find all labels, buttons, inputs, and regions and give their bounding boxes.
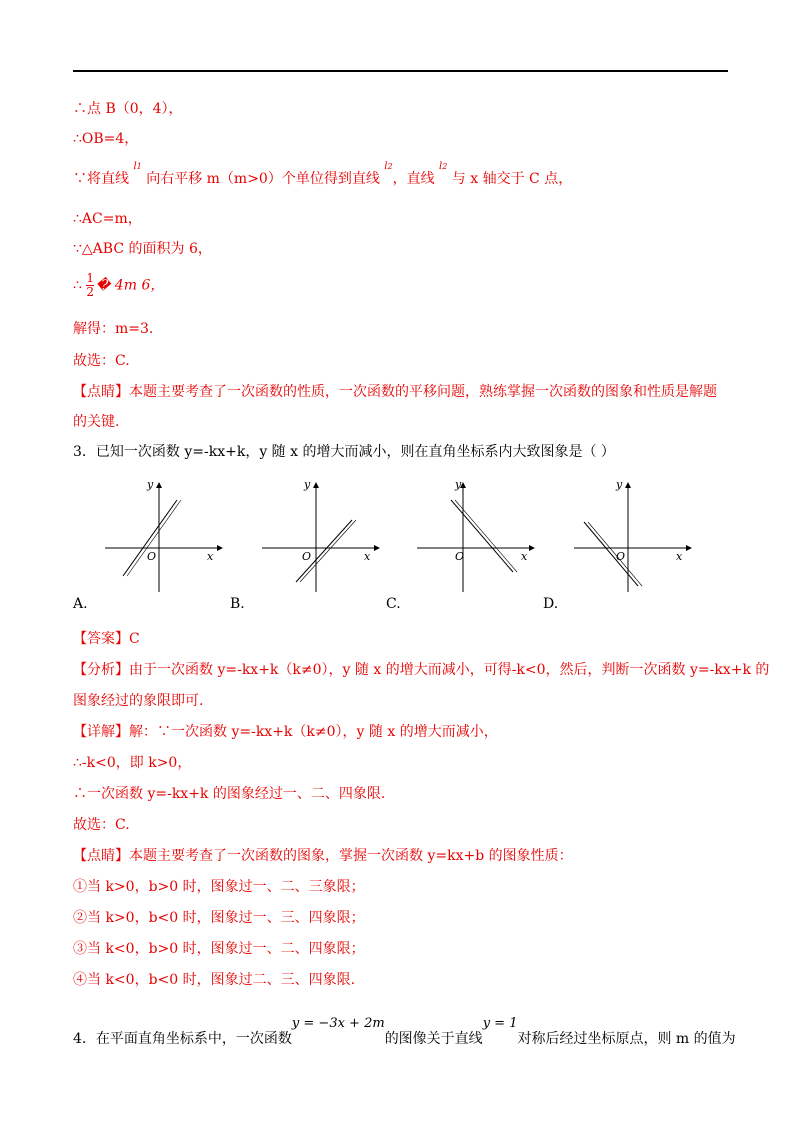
x-axis-label: x (521, 550, 528, 563)
y-axis-label: y (455, 478, 462, 491)
fraction-denominator: 2 (86, 285, 94, 299)
origin-label: O (616, 550, 626, 563)
y-arrow-icon (625, 482, 631, 488)
function-line-shadow (588, 522, 642, 586)
text-segment: 与 x 轴交于 C 点， (447, 171, 573, 187)
l2-subscript: 2 (387, 162, 393, 171)
detail-line-1: 【详解】解：∵一次函数 y=-kx+k（k≠0），y 随 x 的增大而减小， (73, 724, 498, 740)
y-arrow-icon (156, 482, 162, 488)
option-label-a: A. (73, 596, 88, 612)
line-choose: 故选：C. (73, 353, 130, 369)
origin-label: O (455, 550, 465, 563)
fraction-numerator: 1 (86, 271, 94, 285)
line-equation (73, 272, 164, 299)
detail-line-4: 故选：C. (73, 817, 130, 833)
graph-c-svg (415, 478, 535, 596)
option-label-c: C. (386, 596, 401, 612)
case-line-4: ④当 k<0，b<0 时，图象过二、三、四象限. (73, 972, 356, 988)
line-tip-1: 【点睛】本题主要考查了一次函数的性质，一次函数的平移问题，熟练掌握一次函数的图象和性质是解题 (73, 384, 717, 400)
fraction-half (86, 272, 94, 299)
l1-letter: l (133, 161, 137, 172)
origin-label: O (302, 550, 312, 563)
text-segment: ，直线 (392, 171, 440, 187)
detail-line-3: ∴一次函数 y=-kx+k 的图象经过一、二、四象限. (73, 786, 386, 802)
l2-letter: l (439, 161, 443, 172)
function-line-shadow (127, 500, 181, 576)
l1-symbol (133, 161, 141, 172)
case-line-1: ①当 k>0，b>0 时，图象过一、二、三象限； (73, 879, 365, 895)
q4-text-a: 4．在平面直角坐标系中，一次函数 (73, 1031, 292, 1047)
text-segment: 向右平移 m（m>0）个单位得到直线 (141, 171, 385, 187)
q4-math-function: y = −3x + 2m (291, 1016, 385, 1031)
x-arrow-icon (529, 545, 535, 551)
analysis-line-1: 【分析】由于一次函数 y=-kx+k（k≠0），y 随 x 的增大而减小，可得-k<0，然后，判断一次函数 y=-kx+k 的 (73, 662, 770, 678)
q4-text-b: 的图像关于直线 (384, 1031, 483, 1047)
graph-d-svg (572, 478, 692, 596)
graph-option-c (415, 478, 535, 596)
line-tip-2: 的关键. (73, 414, 120, 430)
text-segment: � 4m 6， (96, 277, 165, 294)
line-solve: 解得：m=3. (73, 321, 154, 337)
graph-option-a (103, 478, 223, 596)
x-axis-label: x (364, 550, 371, 563)
x-axis-label: x (676, 550, 683, 563)
l1-subscript: 1 (136, 162, 142, 171)
q4-math-line: y = 1 (482, 1016, 518, 1031)
y-axis-label: y (304, 478, 311, 491)
y-axis-label: y (616, 478, 623, 491)
answer-line: 【答案】C (73, 631, 140, 647)
l2-letter: l (384, 161, 388, 172)
analysis-line-2: 图象经过的象限即可. (73, 693, 204, 709)
l2-symbol (384, 161, 392, 172)
x-arrow-icon (686, 545, 692, 551)
l2-symbol-b (439, 161, 447, 172)
question-4 (73, 1016, 736, 1049)
function-line (123, 500, 177, 576)
x-arrow-icon (374, 545, 380, 551)
function-line (584, 522, 638, 586)
y-arrow-icon (313, 482, 319, 488)
tip-line: 【点睛】本题主要考查了一次函数的图象，掌握一次函数 y=kx+b 的图象性质： (73, 848, 573, 864)
l2-subscript: 2 (442, 162, 448, 171)
line-point-b: ∴点 B（0，4）， (73, 101, 183, 117)
y-axis-label: y (147, 478, 154, 491)
x-axis-label: x (207, 550, 214, 563)
case-line-2: ②当 k>0，b<0 时，图象过一、三、四象限； (73, 910, 365, 926)
graph-a-svg (103, 478, 223, 596)
option-label-b: B. (230, 596, 245, 612)
detail-line-2: ∴-k<0，即 k>0， (73, 755, 192, 771)
origin-label: O (147, 550, 157, 563)
x-arrow-icon (217, 545, 223, 551)
function-line-shadow (455, 500, 517, 572)
option-label-d: D. (543, 596, 559, 612)
line-area: ∵△ABC 的面积为 6， (73, 241, 212, 257)
line-ob: ∴OB=4， (73, 131, 139, 147)
line-translate (73, 161, 573, 190)
case-line-3: ③当 k<0，b>0 时，图象过一、二、四象限； (73, 941, 365, 957)
question-3: 3．已知一次函数 y=-kx+k，y 随 x 的增大而减小，则在直角坐标系内大致图象是（ ） (73, 444, 615, 460)
text-segment: ∵将直线 (73, 171, 134, 187)
text-segment: ∴ (73, 277, 87, 294)
graph-b-svg (260, 478, 380, 596)
header-rule (73, 70, 728, 72)
graph-option-d (572, 478, 692, 596)
line-ac: ∴AC=m， (73, 211, 142, 227)
graph-option-b (260, 478, 380, 596)
q4-text-c: 对称后经过坐标原点，则 m 的值为 (517, 1031, 736, 1047)
